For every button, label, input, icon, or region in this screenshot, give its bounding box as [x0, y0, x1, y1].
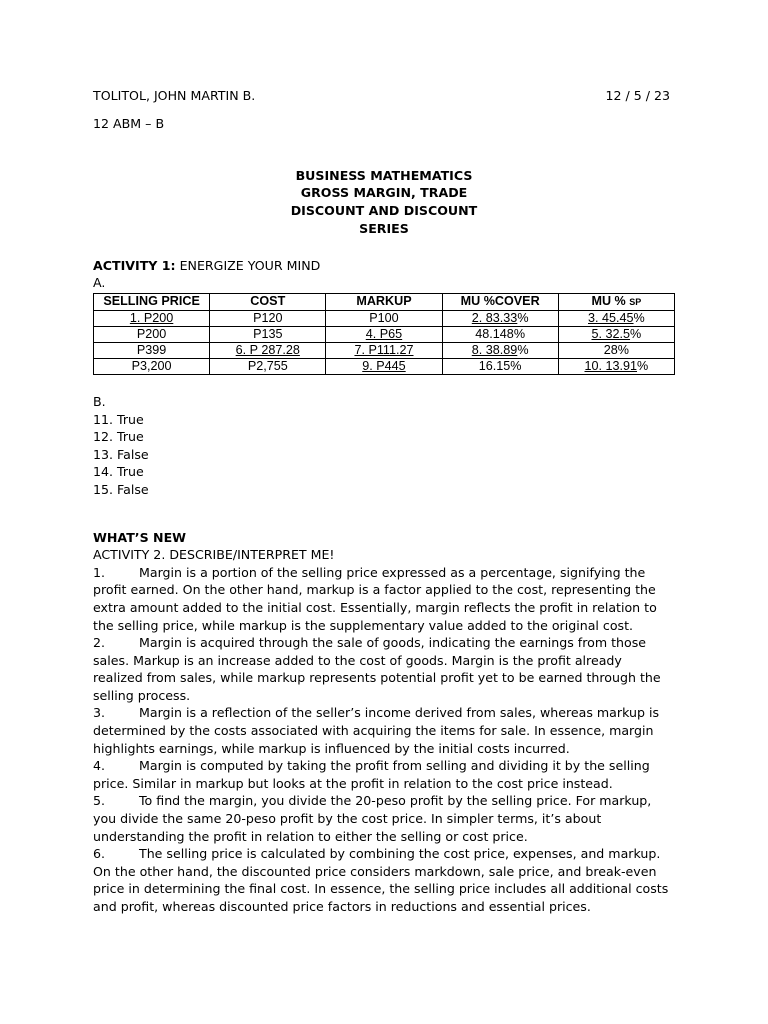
answer-number: 2. [93, 635, 106, 651]
whats-new-heading: WHAT’S NEW [93, 529, 187, 545]
title-line: DISCOUNT AND DISCOUNT [290, 203, 478, 219]
activity1-label: ACTIVITY 1: [93, 257, 176, 273]
header-cost: COST [210, 293, 326, 310]
cell-markup: P100 [326, 310, 442, 326]
table-header-row [94, 293, 675, 310]
answer-number: 6. [93, 846, 106, 862]
list-item: 12. True [93, 429, 144, 445]
list-item: 15. False [93, 481, 149, 497]
cell-markup: 9. P445 [326, 358, 442, 374]
list-item: 5. To find the margin, you divide the 20-peso profit by the selling price. For markup, you divide the same 20-peso profit by the cost price. In simpler terms, it’s about understanding the profit in relation to either the selling or cost price. [93, 793, 652, 844]
cell-selling-price: P399 [94, 342, 210, 358]
cell-mu-sp: 3. 45.45% [558, 310, 674, 326]
date: 12 / 5 / 23 [605, 88, 670, 103]
header-selling-price: SELLING PRICE [94, 293, 210, 310]
activity1-subtitle: ENERGIZE YOUR MIND [175, 257, 321, 273]
cell-cost: P2,755 [210, 358, 326, 374]
header-mu-sp [558, 293, 674, 310]
title-line: BUSINESS MATHEMATICS [295, 167, 473, 183]
header-row [93, 87, 675, 105]
part-a-label: A. [93, 275, 106, 291]
cell-mu-sp: 10. 13.91% [558, 358, 674, 374]
cell-mu-cover: 48.148% [442, 326, 558, 342]
cell-mu-sp: 5. 32.5% [558, 326, 674, 342]
part-b-label: B. [93, 393, 106, 409]
cell-selling-price: 1. P200 [94, 310, 210, 326]
list-item: 2. Margin is acquired through the sale of goods, indicating the earnings from those sales. Markup is an increase added to the cost of goods. Margin is the profit already realized from sales, while markup represents potential profit yet to be earned through the selling process. [93, 635, 661, 703]
title-line: GROSS MARGIN, TRADE [300, 185, 468, 201]
cell-markup: 4. P65 [326, 326, 442, 342]
header-mu-sp-sub: SP [629, 296, 642, 307]
answer-number: 5. [93, 793, 106, 809]
header-mu-sp-main: MU % [591, 293, 626, 308]
table-row [94, 342, 675, 358]
header-markup: MARKUP [326, 293, 442, 310]
table-row [94, 358, 675, 374]
answer-number: 1. [93, 564, 106, 580]
table-row [94, 310, 675, 326]
whats-new-section [93, 529, 675, 916]
cell-mu-cover: 8. 38.89% [442, 342, 558, 358]
list-item: 13. False [93, 446, 149, 462]
answer-number: 4. [93, 758, 106, 774]
document-page [93, 87, 675, 916]
cell-selling-price: P3,200 [94, 358, 210, 374]
cell-cost: 6. P 287.28 [210, 342, 326, 358]
list-item: 11. True [93, 411, 144, 427]
list-item: 1. Margin is a portion of the selling price expressed as a percentage, signifying the profit earned. On the other hand, markup is a factor applied to the cost, representing the extra amount added to the initial cost. Essentially, margin reflects the profit in relation to the selling price, while markup is the supplementary value added to the original cost. [93, 564, 657, 633]
cell-mu-sp: 28% [558, 342, 674, 358]
title-line: SERIES [359, 220, 409, 236]
activity2-heading: ACTIVITY 2. DESCRIBE/INTERPRET ME! [93, 547, 335, 563]
class-section: 12 ABM – B [93, 116, 165, 131]
cell-mu-cover: 2. 83.33% [442, 310, 558, 326]
markup-table [93, 293, 675, 375]
document-title [93, 167, 675, 238]
student-name: TOLITOL, JOHN MARTIN B. [93, 88, 256, 103]
part-b [93, 393, 675, 499]
cell-mu-cover: 16.15% [442, 358, 558, 374]
table-row [94, 326, 675, 342]
list-item: 14. True [93, 464, 144, 480]
list-item: 4. Margin is computed by taking the profit from selling and dividing it by the selling price. Similar in markup but looks at the profit in relation to the cost price instead. [93, 758, 650, 791]
cell-cost: P135 [210, 326, 326, 342]
cell-selling-price: P200 [94, 326, 210, 342]
answers-list [93, 564, 675, 916]
list-item: 3. Margin is a reflection of the seller’s income derived from sales, whereas markup is determined by the costs associated with acquiring the items for sale. In essence, margin highlights earnings, while markup is influenced by the initial costs incurred. [93, 705, 660, 756]
cell-cost: P120 [210, 310, 326, 326]
activity1-heading [93, 257, 675, 275]
header-mu-cover: MU %COVER [442, 293, 558, 310]
answer-number: 3. [93, 705, 106, 721]
list-item: 6. The selling price is calculated by combining the cost price, expenses, and markup. On the other hand, the discounted price considers markdown, sale price, and break-even price in determining the final cost. In essence, the selling price includes all additional costs and profit, whereas discounted price factors in reductions and essential prices. [93, 846, 669, 914]
cell-markup: 7. P111.27 [326, 342, 442, 358]
